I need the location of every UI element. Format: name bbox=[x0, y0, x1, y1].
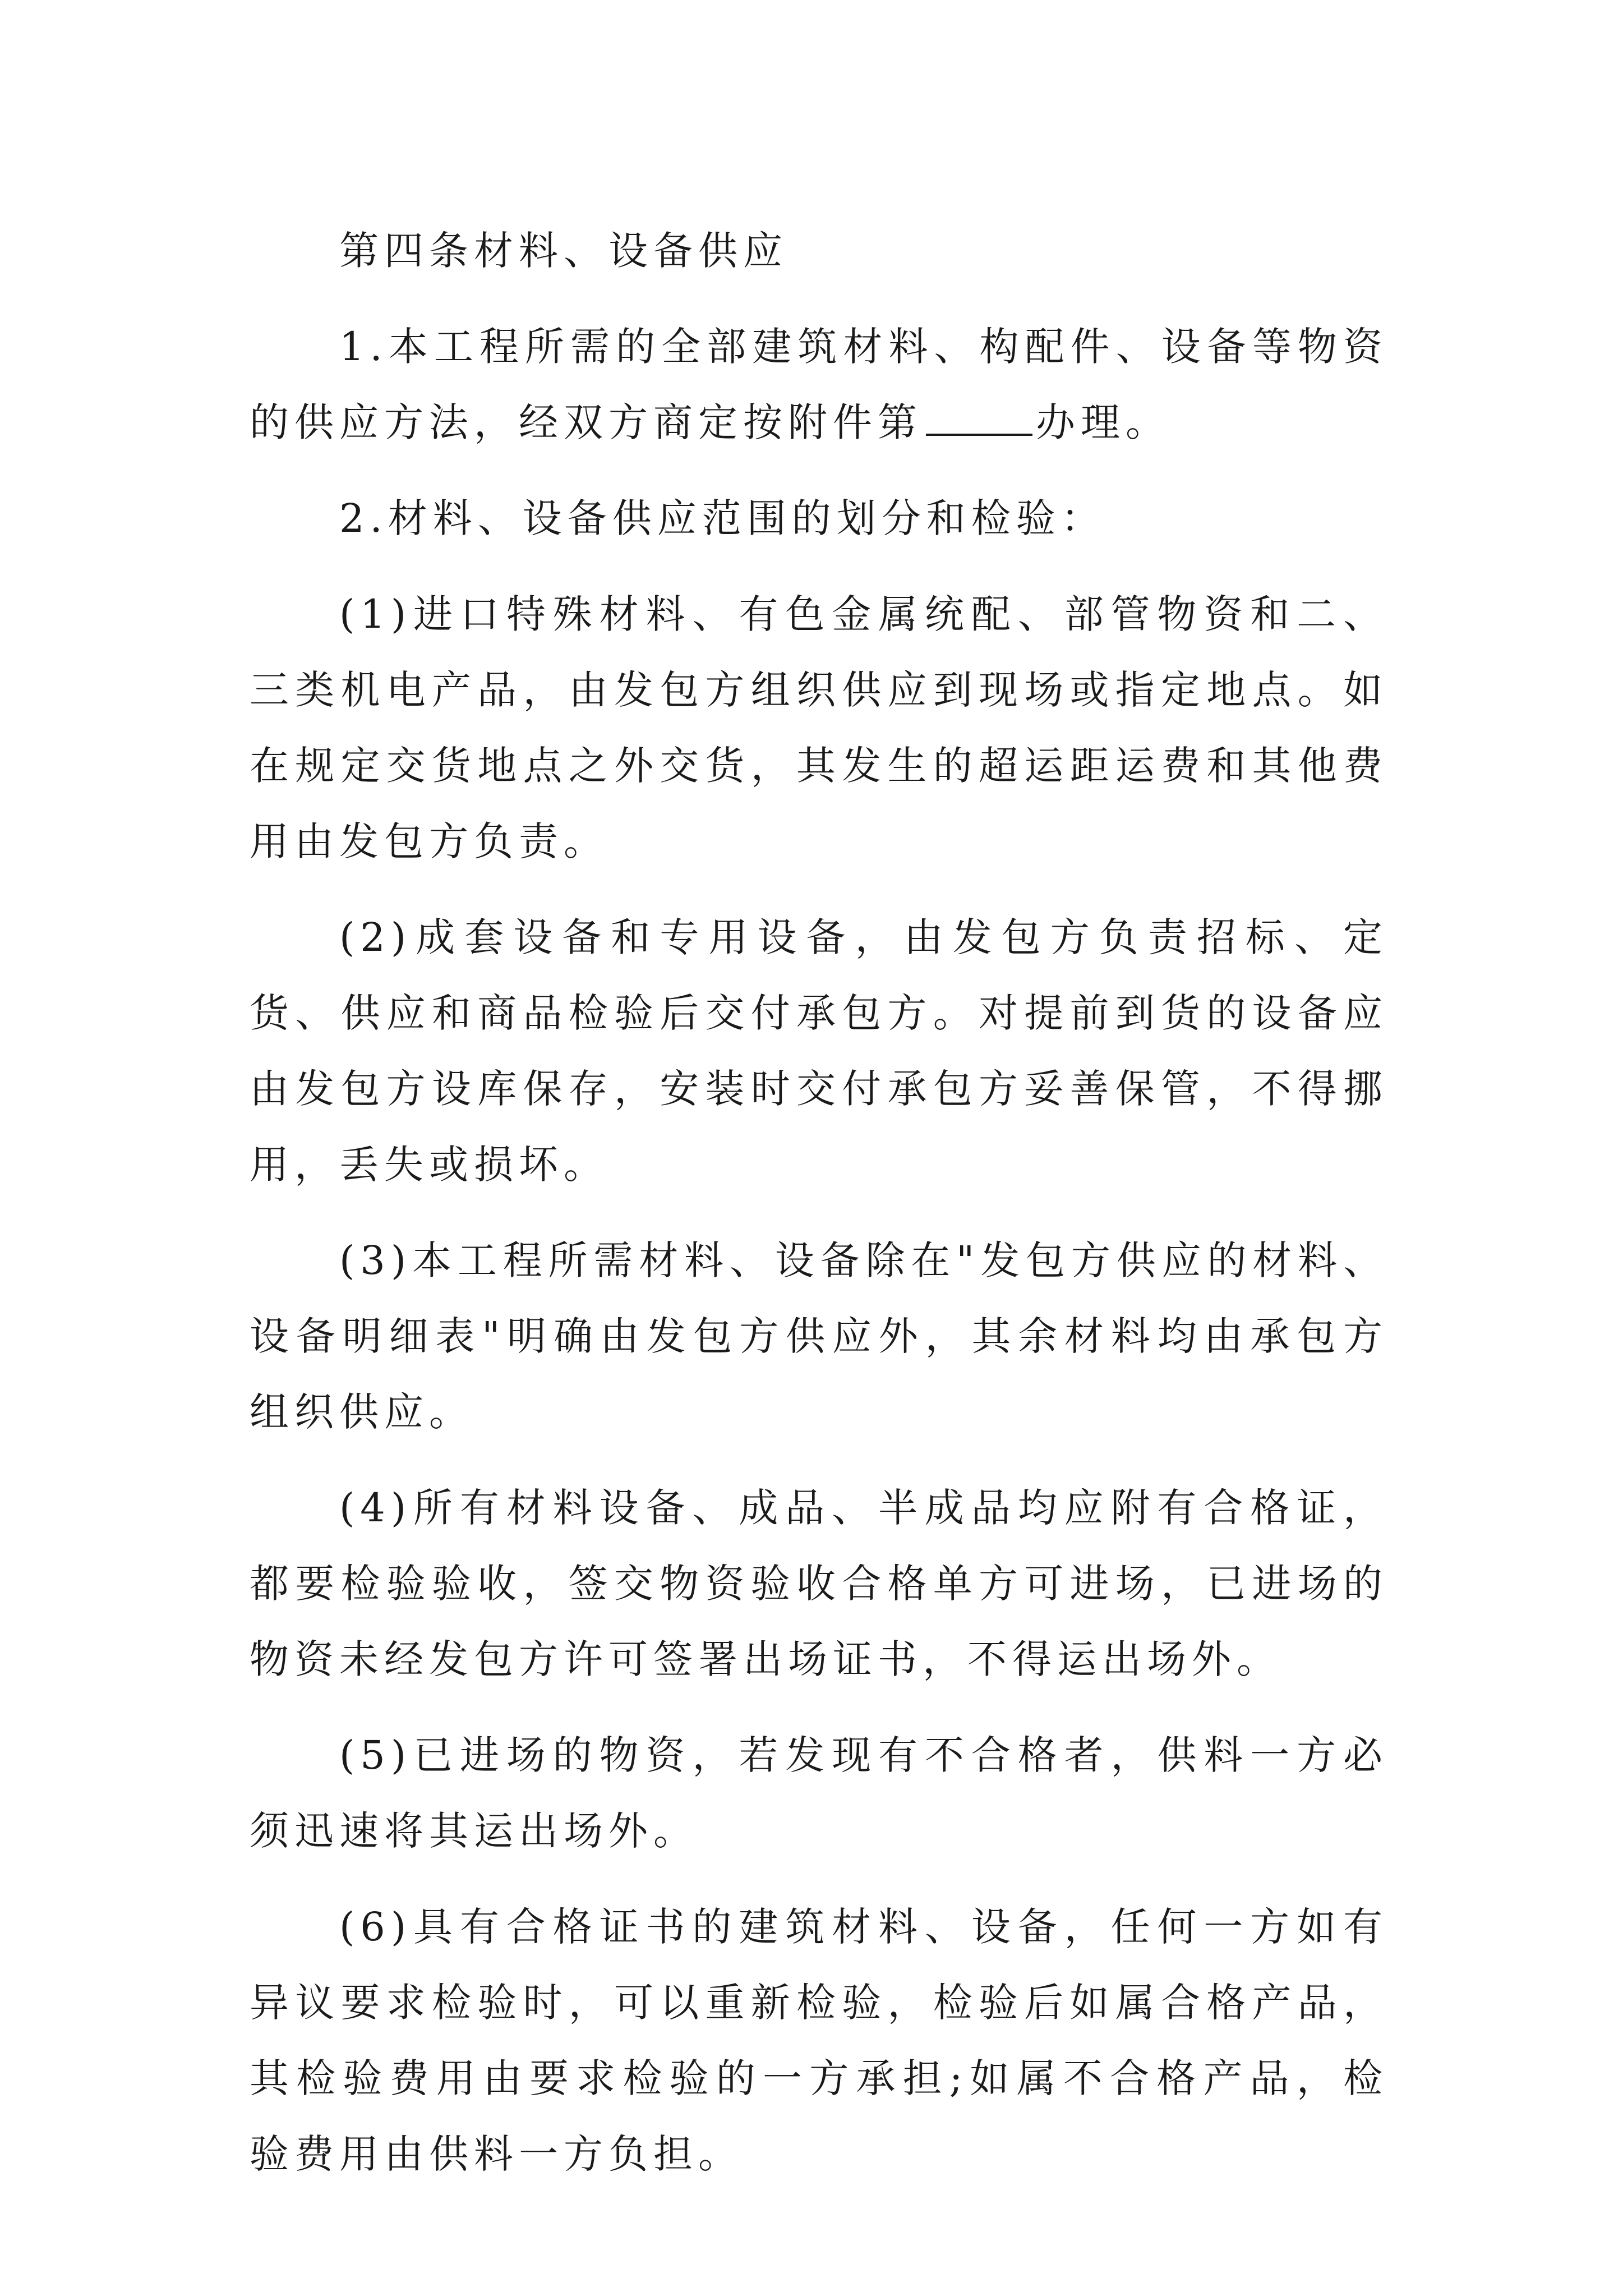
clause-1-text: 1.本工程所需的全部建筑材料、构配件、设备等物资的供应方法，经双方商定按附件第 bbox=[250, 324, 1388, 445]
sub-clause-5: (5)已进场的物资，若发现有不合格者，供料一方必须迅速将其运出场外。 bbox=[250, 1732, 1388, 1854]
fill-in-blank[interactable] bbox=[926, 394, 1032, 436]
document-body bbox=[250, 213, 1388, 2192]
sub-clause-2: (2)成套设备和专用设备，由发包方负责招标、定货、供应和商品检验后交付承包方。对提前到货的设备应由发包方设库保存，安装时交付承包方妥善保管，不得挪用，丢失或损坏。 bbox=[250, 914, 1388, 1188]
section-heading: 第四条材料、设备供应 bbox=[339, 228, 788, 274]
clause-1 bbox=[250, 309, 1388, 461]
clause-2: 2.材料、设备供应范围的划分和检验： bbox=[339, 495, 1106, 541]
sub-clause-1: (1)进口特殊材料、有色金属统配、部管物资和二、三类机电产品，由发包方组织供应到现场或指定地点。如在规定交货地点之外交货，其发生的超运距运费和其他费用由发包方负责。 bbox=[250, 591, 1388, 864]
sub-clause-6: (6)具有合格证书的建筑材料、设备，任何一方如有异议要求检验时，可以重新检验，检验后如属合格产品，其检验费用由要求检验的一方承担;如属不合格产品，检验费用由供料一方负担。 bbox=[250, 1904, 1388, 2177]
clause-1-suffix: 办理。 bbox=[1036, 399, 1170, 445]
sub-clause-4: (4)所有材料设备、成品、半成品均应附有合格证，都要检验验收，签交物资验收合格单方可进场，已进场的物资未经发包方许可签署出场证书，不得运出场外。 bbox=[250, 1485, 1388, 1682]
sub-clause-3: (3)本工程所需材料、设备除在"发包方供应的材料、设备明细表"明确由发包方供应外，其余材料均由承包方组织供应。 bbox=[250, 1237, 1388, 1435]
